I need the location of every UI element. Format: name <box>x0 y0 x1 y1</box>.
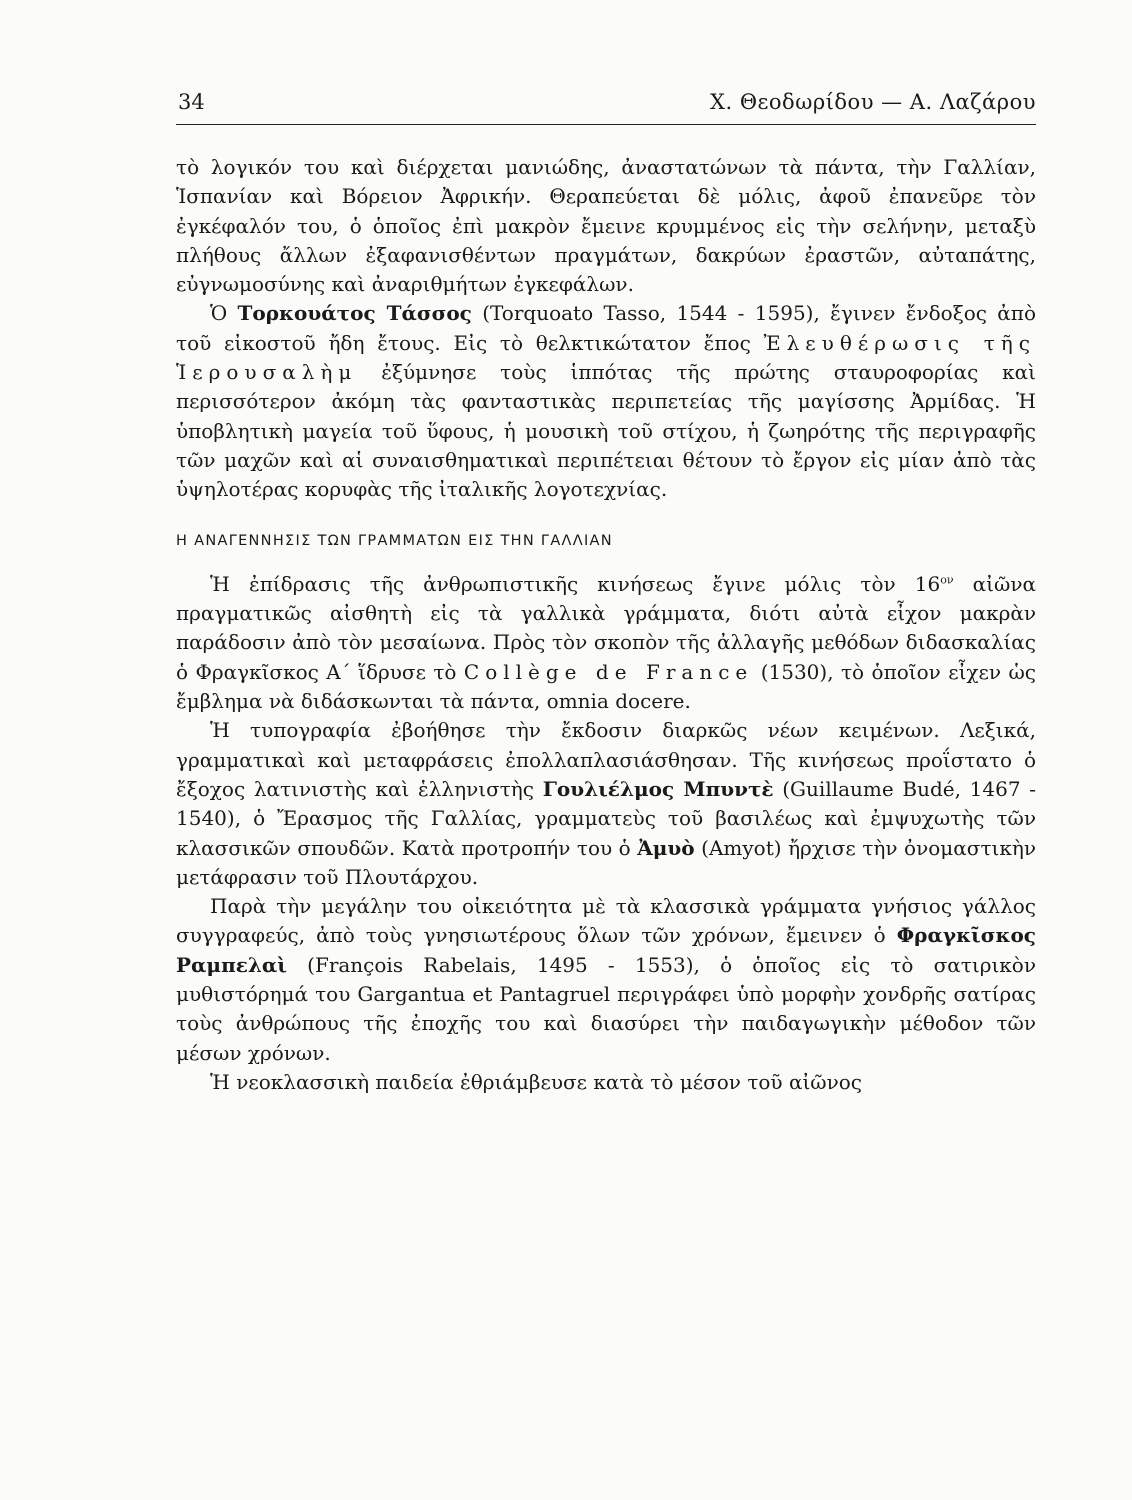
paragraph-tasso-pre: Ὁ <box>210 301 238 326</box>
paragraph-printing-post: (Amyot) ἤρχισε τὴν ὀνομαστικὴν μετάφρασιν τοῦ Πλουτάρχου. <box>176 835 1036 889</box>
paragraph-printing <box>176 716 1036 892</box>
paragraph-tasso-mid: (Torquoato Tasso, 1544 - 1595), ἔγινεν ἔνδοξος ἀπὸ τοῦ εἰκοστοῦ ἤδη ἔτους. Εἰς τὸ θελκτικώτατον ἔπος <box>176 301 1036 355</box>
paragraph-tasso-post: ἐξύμνησε τοὺς ἱππότας τῆς πρώτης σταυροφορίας καὶ περισσότερον ἀκόμη τὰς φανταστικὰς περιπετείας τῆς μαγίσσης Ἀρμίδας. Ἡ ὑποβλητικὴ μαγεία τοῦ ὕφους, ἡ μουσικὴ τοῦ στίχου, ἡ ζωηρότης τῆς περιγραφῆς τῶν μαχῶν καὶ αἱ συναισθηματικαὶ περιπέτειαι θέτουν τὸ ἔργον εἰς μίαν ἀπὸ τὰς ὑψηλοτέρας κορυφὰς τῆς ἰταλικῆς λογοτεχνίας. <box>176 360 1036 502</box>
author-name-amyot: Ἀμυὸ <box>637 835 695 860</box>
author-name-rabelais: Φραγκῖσκος Ραμπελαὶ <box>176 923 1036 977</box>
author-name-bude: Γουλιέλμος Μπυντὲ <box>542 776 774 801</box>
running-header <box>176 84 1036 125</box>
paragraph-neoclassical <box>176 1068 1036 1097</box>
paragraph-1-text: τὸ λογικόν του καὶ διέρχεται μανιώδης, ἀναστατώνων τὰ πάντα, τὴν Γαλλίαν, Ἱσπανίαν καὶ Βόρειον Ἀφρικήν. Θεραπεύεται δὲ μόλις, ἀφοῦ ἐπανεῦρε τὸν ἐγκέφαλόν του, ὁ ὁποῖος ἐπὶ μακρὸν ἔμεινε κρυμμένος εἰς τὴν σελήνην, μεταξὺ πλήθους ἄλλων ἐξαφανισθέντων πραγμάτων, δακρύων ἐραστῶν, αὐταπάτης, εὐγνωμοσύνης καὶ ἀναριθμήτων ἐγκεφάλων. <box>176 155 1036 297</box>
paragraph-rabelais-pre: Παρὰ τὴν μεγάλην του οἰκειότητα μὲ τὰ κλασσικὰ γράμματα γνήσιος γάλλος συγγραφεύς, ἀπὸ τοὺς γνησιωτέρους ὅλων τῶν χρόνων, ἔμεινεν ὁ <box>176 894 1036 948</box>
paragraph-printing-pre: Ἡ τυπογραφία ἐβοήθησε τὴν ἔκδοσιν διαρκῶς νέων κειμένων. Λεξικά, γραμματικαὶ καὶ μεταφράσεις ἐπολλαπλασιάσθησαν. Τῆς κινήσεως προΐστατο ὁ ἔξοχος λατινιστὴς καὶ ἑλληνιστὴς <box>176 718 1036 801</box>
paragraph-humanism-mid: αἰῶνα πραγματικῶς αἰσθητὴ εἰς τὰ γαλλικὰ γράμματα, διότι αὐτὰ εἶχον μακρὰν παράδοσιν ἀπὸ τὸν μεσαίωνα. Πρὸς τὸν σκοπὸν τῆς ἀλλαγῆς μεθόδων διδασκαλίας ὁ Φραγκῖσκος Α΄ ἵδρυσε τὸ <box>176 571 1036 684</box>
ordinal-suffix: ον <box>940 573 954 587</box>
paragraph-rabelais-post: (François Rabelais, 1495 - 1553), ὁ ὁποῖος εἰς τὸ σατιρικὸν μυθιστόρημά του Gargantua et Pantagruel περιγράφει ὑπὸ μορφὴν χονδρῆς σατίρας τοὺς ἀνθρώπους τῆς ἐποχῆς του καὶ διασύρει τὴν παιδαγωγικὴν μέθοδον τῶν μέσων χρόνων. <box>176 952 1036 1065</box>
section-heading: Η ΑΝΑΓΕΝΝΗΣΙΣ ΤΩΝ ΓΡΑΜΜΑΤΩΝ ΕΙΣ ΤΗΝ ΓΑΛΛΙΑΝ <box>176 532 613 549</box>
book-page <box>176 84 1036 1097</box>
work-title: Ἐλευθέρωσις τῆς Ἱερουσαλὴμ <box>176 330 1036 385</box>
running-title: Χ. Θεοδωρίδου — Α. Λαζάρου <box>710 90 1036 114</box>
paragraph-neoclassical-text: Ἡ νεοκλασσικὴ παιδεία ἐθριάμβευσε κατὰ τὸ μέσον τοῦ αἰῶνος <box>210 1069 863 1094</box>
paragraph-1 <box>176 153 1036 299</box>
paragraph-humanism-post: (1530), τὸ ὁποῖον εἶχεν ὡς ἔμβλημα νὰ διδάσκωνται τὰ πάντα, omnia docere. <box>176 659 1036 714</box>
paragraph-humanism-pre: Ἡ ἐπίδρασις τῆς ἀνθρωπιστικῆς κινήσεως ἔγινε μόλις τὸν 16 <box>210 571 941 596</box>
page-number: 34 <box>178 90 205 114</box>
paragraph-tasso <box>176 299 1036 504</box>
paragraph-humanism <box>176 570 1036 716</box>
paragraph-rabelais <box>176 892 1036 1068</box>
body-text <box>176 153 1036 1097</box>
author-name-tasso: Τορκουάτος Τάσσος <box>237 301 472 326</box>
college-name: Collège de France <box>463 659 754 684</box>
paragraph-printing-mid: (Guillaume Budé, 1467 - 1540), ὁ Ἔρασμος τῆς Γαλλίας, γραμματεὺς τοῦ βασιλέως καὶ ἐμψυχωτὴς τῶν κλασσικῶν σπουδῶν. Κατὰ προτροπήν του ὁ <box>176 776 1036 860</box>
